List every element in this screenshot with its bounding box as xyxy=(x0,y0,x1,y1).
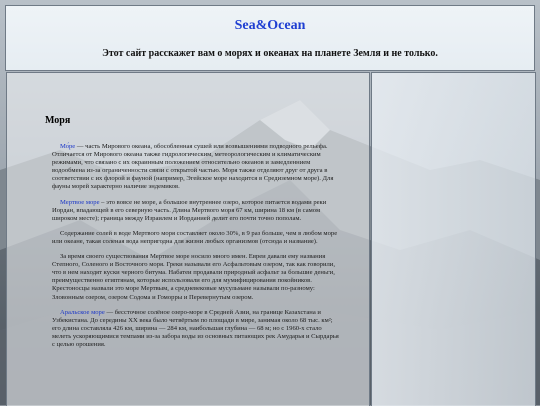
paragraph-aral-sea xyxy=(52,309,342,349)
paragraph-sea xyxy=(52,143,342,192)
article-body xyxy=(52,143,342,356)
sidebar-panel xyxy=(371,72,536,406)
link-dead-sea[interactable]: Мертвое море xyxy=(60,198,100,206)
paragraph-text: — бессточное солёное озеро-море в Средней Азии, на границе Казахстана и Узбекистана. До середины XX века было четвёртым по площади в мире, занимая около 68 тыс. км²; его длина составляла 426 км, ширина — 284 км, наибольшая глубина — 68 м; но с 1960-х стало мелеть ускоряющимися темпами из-за забора воды из основных питающих рек Амударья и Сырдарья с целью орошения. xyxy=(52,308,339,348)
article-heading: Моря xyxy=(45,115,71,126)
link-sea[interactable]: Мо́ре xyxy=(60,143,76,150)
paragraph-dead-sea xyxy=(52,199,342,223)
article-panel xyxy=(6,72,370,406)
paragraph-text: За время своего существования Мертвое море носило много имен. Евреи давали ему названия Степного, Соленого и Восточного моря. Греки называли его Асфальтовым озером, так как говорили, что в нем находят куски черного битума. Набатеи продавали природный асфальт за большие деньги, преимущественно египтянам, которые использовали его для мумифицирования покойников. Крестоносцы назвали это море Мертвым, а средневековые мусульмане называли по-разному: Зловонным озером, озером Содома и Гоморры и Перевернутым озером. xyxy=(52,253,335,301)
paragraph-text: Содержание солей в воде Мертвого моря составляет около 30%, в 9 раз больше, чем в любом море или океане, такая соленая вода непригодна для жизни любых организмов (отсюда и название). xyxy=(52,229,338,245)
site-title[interactable]: Sea&Ocean xyxy=(234,18,306,33)
site-subtitle: Этот сайт расскажет вам о морях и океанах на планете Земля и не только. xyxy=(102,48,438,59)
paragraph-salinity xyxy=(52,230,342,246)
site-header xyxy=(5,5,535,71)
paragraph-text: – это вовсе не море, а большое внутреннее озеро, которое питается водами реки Иордан, впадающей в его северную часть. Длина Мертвого моря 67 км, ширина 18 км (в самом широком месте); граница между Израилем и Иорданией делит его почти точно пополам. xyxy=(52,198,327,222)
link-aral-sea[interactable]: Аральское море xyxy=(60,308,105,316)
paragraph-text: — часть Мирового океана, обособленная сушей или возвышениями подводного рельефа. Отличается от Мирового океана также гидрологическим, метеорологическим и климатическим режимами, что связано с их окраинным положением относительно океанов и замедленнием водообмена из-за ограниченности связи с открытой частью. Моря также отделяют друг от друга в соответствии с их флорой и фауной (например, Эгейское море находится в Средиземном море). Для фауны морей характерно наличие эндемиков. xyxy=(52,143,334,191)
paragraph-names xyxy=(52,253,342,302)
